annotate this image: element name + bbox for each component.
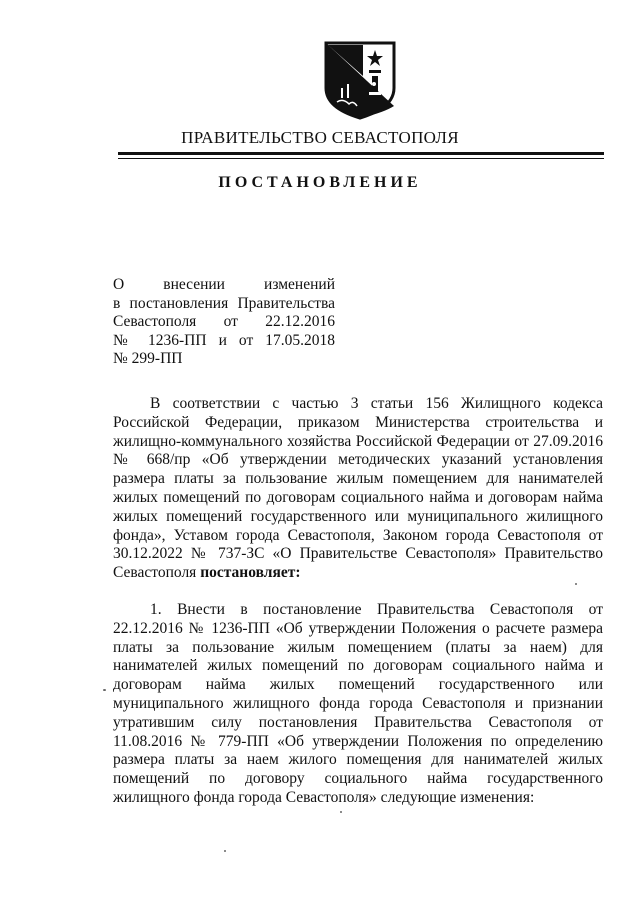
government-title: ПРАВИТЕЛЬСТВО СЕВАСТОПОЛЯ (181, 128, 459, 147)
preamble-text: В соответствии с частью 3 статьи 156 Жилищного кодекса Российской Федерации, приказом Министерства строительства и жилищно-коммунального хозяйства Российской Федерации от 27.09.2016 № 668/пр «Об утверждении методических указаний установления размера платы за пользование жилым помещением для нанимателей жилых помещений по договорам социального найма и договорам найма жилых помещений государственного или муниципального жилищного фонда», Уставом города Севастополя, Законом города Севастополя от 30.12.2022 № 737-ЗС «О Правительстве Севастополя» Правительство Севастополя (113, 395, 603, 582)
subject-line: О внесении изменений (113, 276, 335, 293)
scan-speck (340, 811, 342, 813)
header-rule-thin (118, 158, 604, 159)
scan-speck (103, 689, 106, 691)
document-type: ПОСТАНОВЛЕНИЕ (218, 174, 422, 191)
scan-speck (575, 583, 577, 585)
scan-speck (224, 850, 226, 852)
document-subject (113, 276, 335, 369)
coat-of-arms-icon (323, 40, 397, 120)
header-rule-thick (118, 152, 604, 155)
subject-line: Севастополя от 22.12.2016 (113, 313, 335, 330)
subject-line: в постановления Правительства (113, 294, 335, 312)
preamble-paragraph (113, 395, 603, 583)
decree-word: постановляет: (200, 564, 301, 582)
subject-line: № 299-ПП (113, 350, 183, 367)
subject-line: № 1236-ПП и от 17.05.2018 (113, 331, 335, 349)
item-1-paragraph: 1. Внести в постановление Правительства Севастополя от 22.12.2016 № 1236-ПП «Об утверждении Положения о расчете размера платы за пользование жилым помещением (платы за наем) для нанимателей жилых помещений по договорам социального найма и договорам найма жилых помещений государственного или муниципального жилищного фонда города Севастополя и признании утратившим силу постановления Правительства Севастополя от 11.08.2016 № 779-ПП «Об утверждении Положения по определению размера платы за наем жилого помещения для нанимателей жилых помещений по договору социального найма государственного жилищного фонда города Севастополя» следующие изменения: (113, 601, 603, 806)
